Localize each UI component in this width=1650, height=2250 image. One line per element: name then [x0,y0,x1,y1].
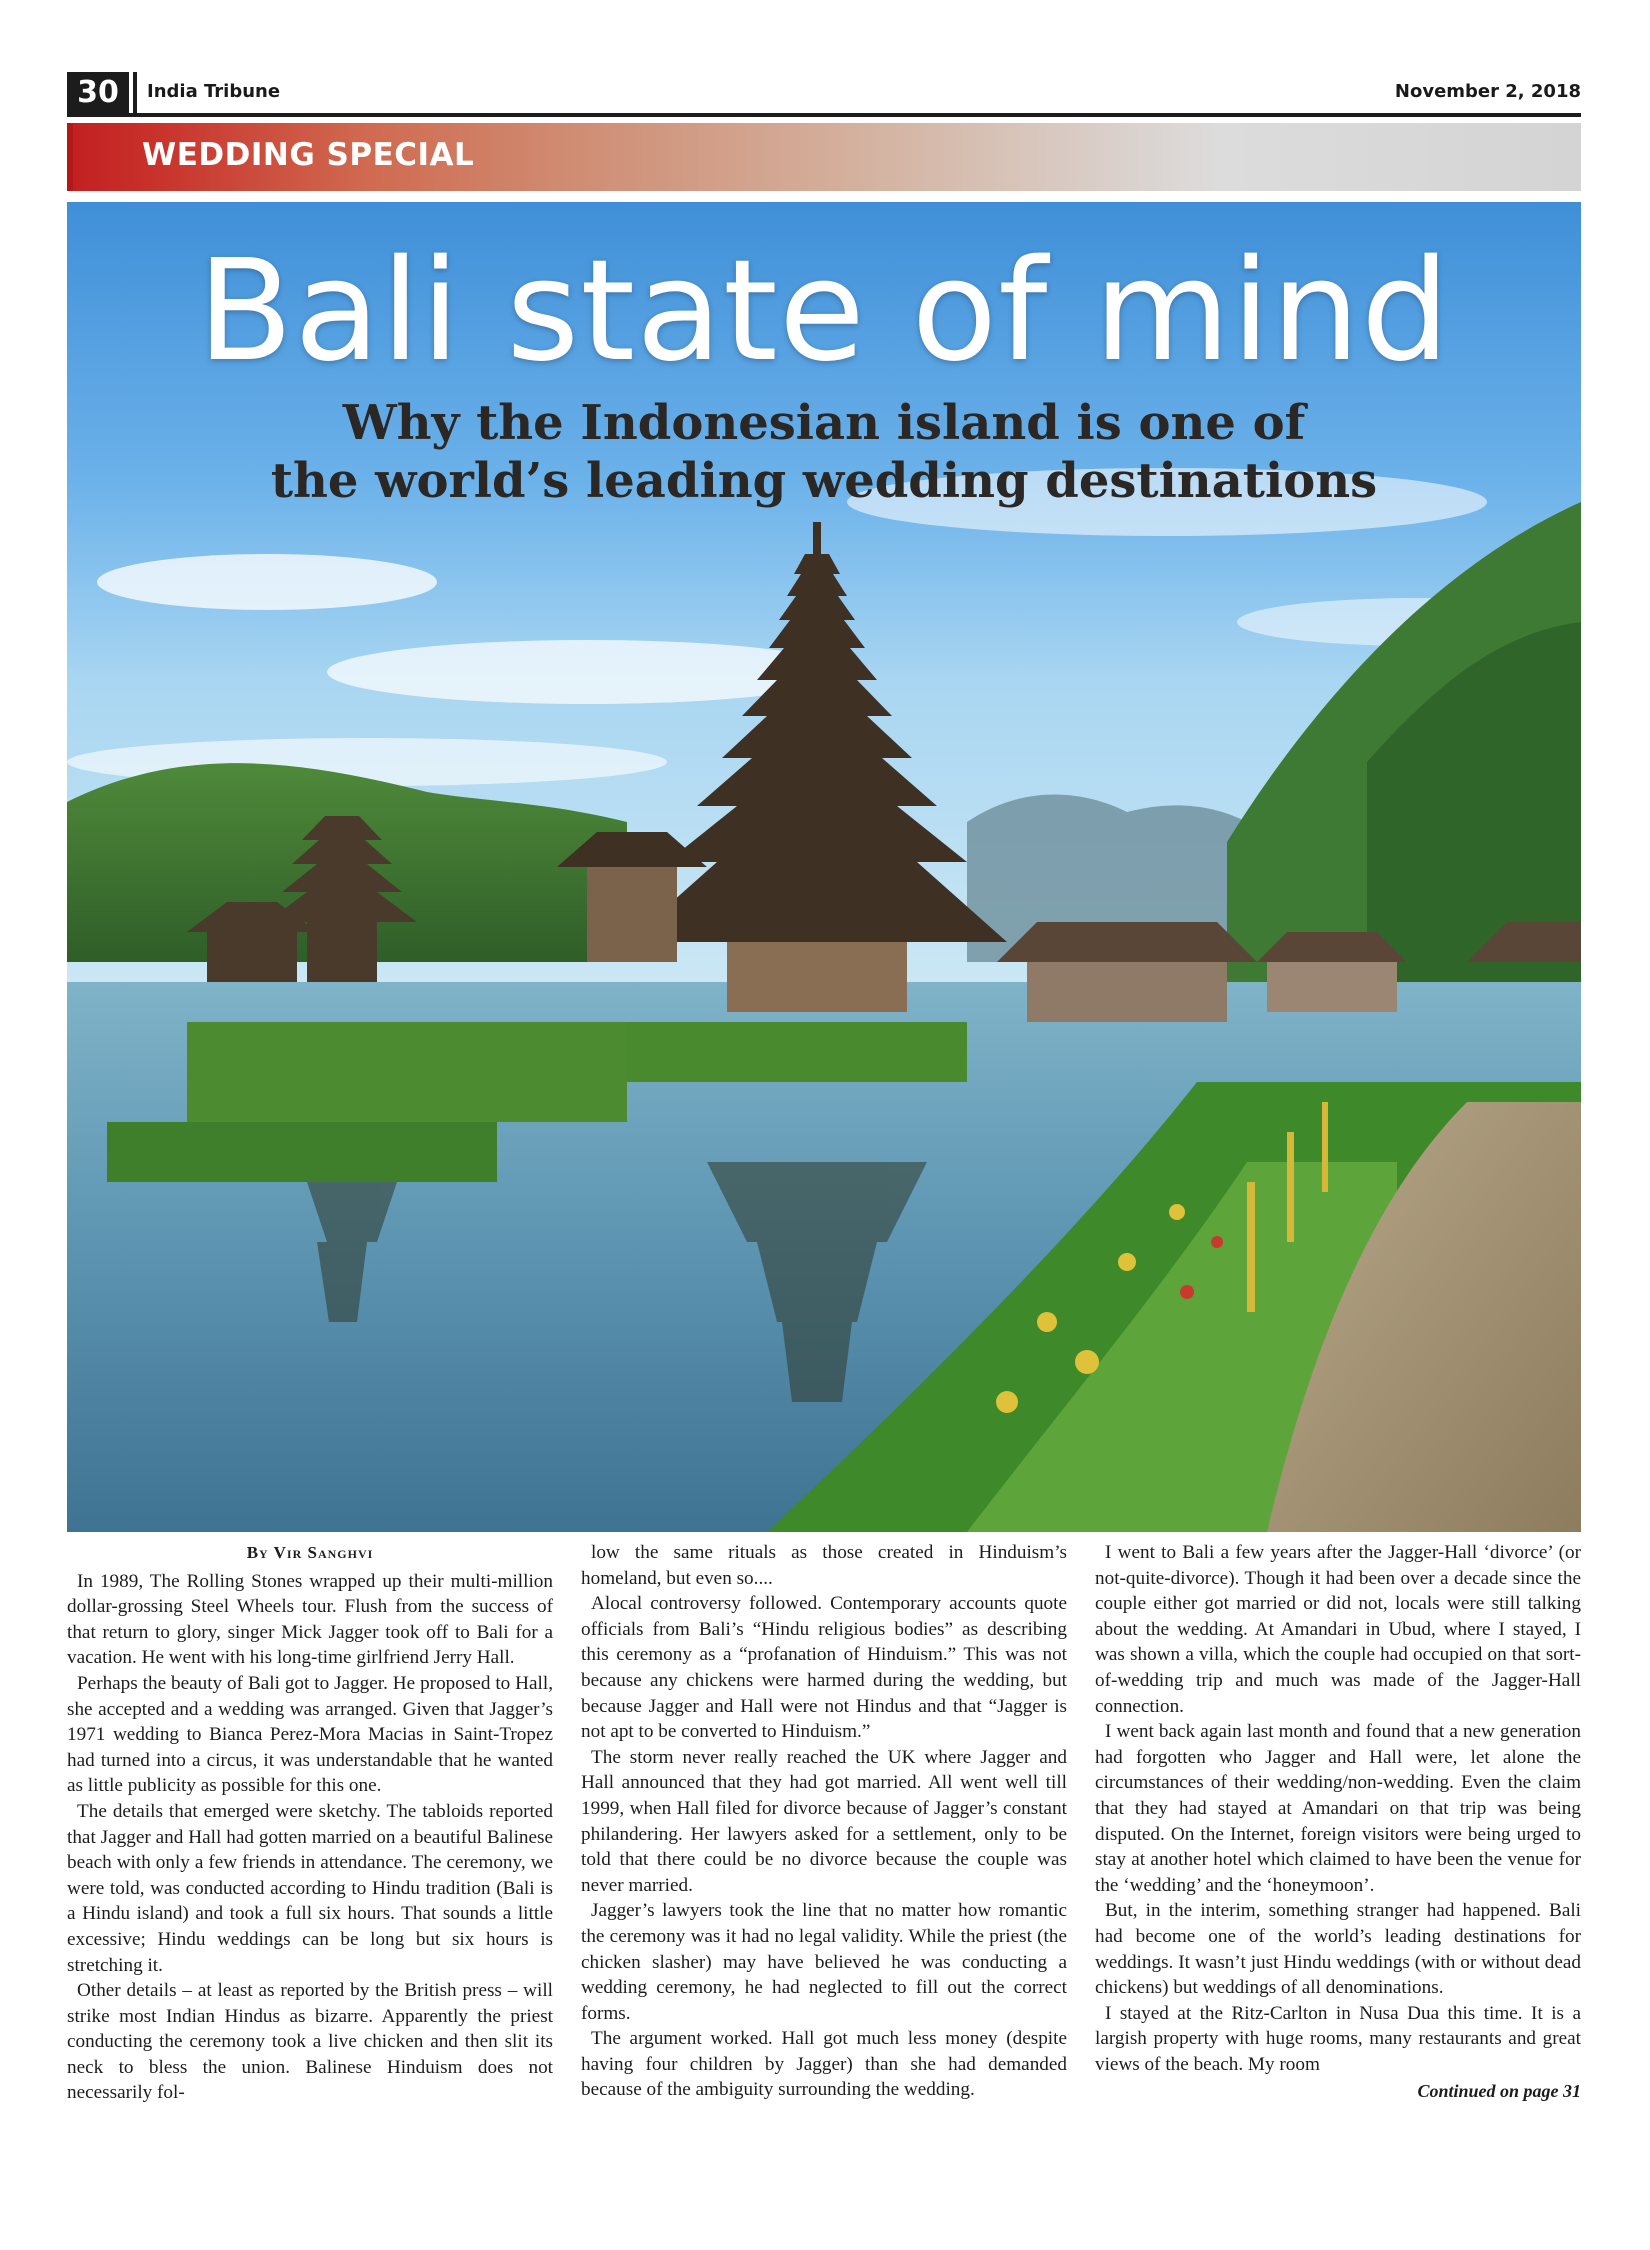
paragraph: I went to Bali a few years after the Jagger-Hall ‘divorce’ (or not-quite-divorce). Though it had been over a decade since the couple either got married or did not, locals were still talking about the wedding. At Amandari in Ubud, where I stayed, I was shown a villa, which the couple had occupied on that sort-of-wedding trip and much was made of the Jagger-Hall connection. [1095,1542,1581,1717]
subheadline-line-1: Why the Indonesian island is one of [342,395,1306,451]
article-column-1 [67,1540,553,2106]
header-rule [67,113,1581,117]
paragraph: Other details – at least as reported by the British press – will strike most Indian Hindus as bizarre. Apparently the priest conducting the ceremony took a live chicken and then slit its neck to bless the union. Balinese Hinduism does not necessarily fol- [67,1980,553,2104]
paragraph: In 1989, The Rolling Stones wrapped up their multi-million dollar-grossing Steel Wheels tour. Flush from the success of that return to glory, singer Mick Jagger took off to Bali for a vacation. He went with his long-time girlfriend Jerry Hall. [67,1570,553,1669]
paragraph: low the same rituals as those created in Hinduism’s homeland, but even so.... [581,1542,1067,1589]
banner-accent [67,123,73,191]
section-banner [67,123,1581,191]
paragraph: Alocal controversy followed. Contemporary accounts quote officials from Bali’s “Hindu religious bodies” as describing this ceremony as a “profanation of Hinduism.” This was not because any chickens were harmed during the wedding, but because Jagger and Hall were not Hindus and that “Jagger is not apt to be converted to Hinduism.” [581,1593,1067,1743]
article-column-3 [1095,1540,1581,2105]
hero-image [67,202,1581,1532]
paragraph: The details that emerged were sketchy. The tabloids reported that Jagger and Hall had gotten married on a beautiful Balinese beach with only a few friends in attendance. The ceremony, we were told, was conducted according to Hindu tradition (Bali is a Hindu island) and took a full six hours. That sounds a little excessive; Hindu weddings can be long but six hours is stretching it. [67,1800,553,1976]
paragraph: But, in the interim, something stranger had happened. Bali had become one of the world’s leading destinations for weddings. It wasn’t just Hindu weddings (with or without dead chickens) but weddings of all denominations. [1095,1900,1581,1999]
paragraph: Perhaps the beauty of Bali got to Jagger. He proposed to Hall, she accepted and a wedding was arranged. Given that Jagger’s 1971 wedding to Bianca Perez-Mora Macias in Saint-Tropez had turned into a circus, it was understandable that he wanted as little publicity as possible for this one. [67,1672,553,1797]
paragraph: Jagger’s lawyers took the line that no matter how romantic the ceremony was it had no legal validity. While the priest (the chicken slasher) may have believed he was conducting a wedding ceremony, he had neglected to fill out the correct forms. [581,1900,1067,2024]
paragraph: I went back again last month and found that a new generation had forgotten who Jagger and Hall were, let alone the circumstances of their wedding/non-wedding. Even the claim that they had stayed at Amandari on that trip was being disputed. On the Internet, foreign visitors were being urged to stay at another hotel which claimed to have been the venue for the ‘wedding’ and the ‘honeymoon’. [1095,1721,1581,1896]
continued-link[interactable]: Continued on page 31 [1417,2081,1581,2102]
paragraph: The storm never really reached the UK where Jagger and Hall announced that they had got married. All went well till 1999, when Hall filed for divorce because of Jagger’s constant philandering. Her lawyers asked for a settlement, only to be told that there could be no divorce because the couple was never married. [581,1746,1067,1896]
publication-date: November 2, 2018 [1394,81,1581,102]
publication-name: India Tribune [147,81,281,102]
header-divider [133,72,137,114]
byline: By Vir Sanghvi [246,1543,374,1562]
paragraph: I stayed at the Ritz-Carlton in Nusa Dua this time. It is a largish property with huge rooms, many restaurants and great views of the beach. My room [1095,2002,1581,2075]
paragraph: The argument worked. Hall got much less money (despite having four children by Jagger) than she had demanded because of the ambiguity surrounding the wedding. [581,2028,1067,2101]
headline: Bali state of mind [197,230,1451,393]
page-header [67,72,1581,116]
page-number: 30 [67,72,129,114]
section-title: WEDDING SPECIAL [142,137,475,173]
subheadline-line-2: the world’s leading wedding destinations [270,453,1378,509]
article-column-2 [581,1540,1067,2103]
subheadline [67,394,1581,510]
